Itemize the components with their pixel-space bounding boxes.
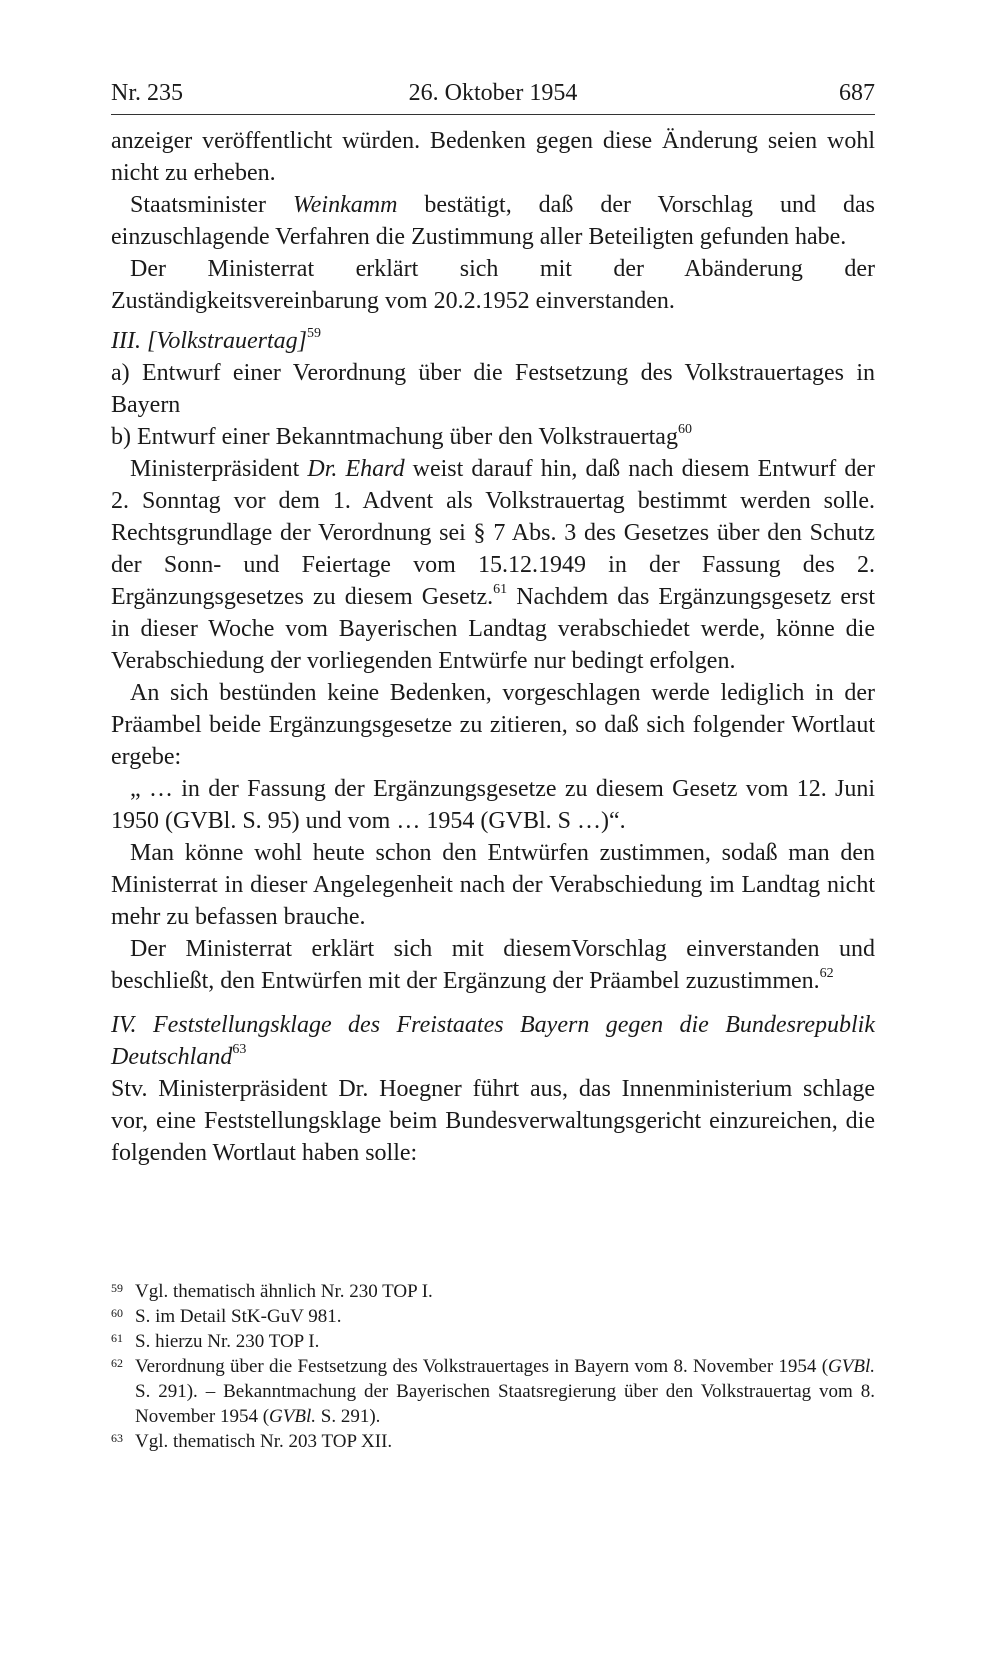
footnote-number: 59 — [111, 1281, 123, 1295]
footnote-text: Vgl. thematisch ähnlich Nr. 230 TOP I. — [135, 1281, 433, 1302]
agenda-item: b) Entwurf einer Bekanntmachung über den Volkstrauertag$^{60}$ — [111, 422, 692, 450]
footnote — [111, 1304, 875, 1329]
person-name: Weinkamm — [292, 192, 398, 218]
page-number: 687 — [839, 80, 875, 106]
paragraph: Der Ministerrat erklärt sich mit diesemVorschlag einverstanden und beschließt, den Entwürfen mit der Ergänzung der Präambel zuzustimmen.$^{62}$ — [111, 936, 875, 994]
person-name: Dr. Ehard — [307, 456, 405, 482]
paragraph: Man könne wohl heute schon den Entwürfen zustimmen, sodaß man den Ministerrat in dieser Angelegenheit nach der Verabschiedung im Landtag nicht mehr zu befassen brauche. — [111, 840, 875, 930]
running-header — [111, 78, 875, 115]
footnote — [111, 1429, 875, 1454]
paragraph: Staatsminister Weinkamm bestätigt, daß der Vorschlag und das einzuschlagende Verfahren die Zustimmung aller Beteiligten gefunden habe. — [111, 192, 876, 250]
header-date: 26. Oktober 1954 — [408, 80, 578, 106]
footnote-number: 60 — [111, 1306, 123, 1320]
footnote-ref: 62 — [819, 966, 834, 981]
document-page — [111, 78, 875, 1169]
footnote-number: 63 — [111, 1431, 123, 1445]
paragraph: anzeiger veröffentlicht würden. Bedenken gegen diese Änderung seien wohl nicht zu erheben. — [111, 128, 875, 186]
footnote-text: S. im Detail StK-GuV 981. — [135, 1306, 342, 1327]
footnote-number: 62 — [111, 1356, 123, 1370]
quotation: „ … in der Fassung der Ergänzungsgesetze zu diesem Gesetz vom 12. Juni 1950 (GVBl. S. 95) und vom … 1954 (GVBl. S …)“. — [111, 776, 875, 834]
paragraph: Stv. Ministerpräsident Dr. Hoegner führt aus, das Innenministerium schlage vor, eine Feststellungsklage beim Bundesverwaltungsgericht einzureichen, die folgenden Wortlaut haben solle: — [111, 1076, 875, 1166]
footnote-text: S. hierzu Nr. 230 TOP I. — [135, 1331, 320, 1352]
agenda-item: a) Entwurf einer Verordnung über die Festsetzung des Volkstrauertages in Bayern — [111, 360, 875, 418]
footnotes — [111, 1279, 875, 1454]
footnote-ref: 59 — [306, 326, 321, 341]
section-heading: III. [Volkstrauertag]$^{59}$ — [111, 326, 321, 354]
footnote — [111, 1279, 875, 1304]
paragraph: Ministerpräsident Dr. Ehard weist darauf hin, daß nach diesem Entwurf der 2. Sonntag vor dem 1. Advent als Volkstrauertag bestimmt werden solle. Rechtsgrundlage der Verordnung sei § 7 Abs. 3 des Gesetzes über den Schutz der Sonn- und Feiertage vom 15.12.1949 in der Fassung des 2. Ergänzungsgesetzes zu diesem Gesetz.$^{61}$ Nachdem das Ergänzungsgesetz erst in dieser Woche vom Bayerischen Landtag verabschiedet werde, könne die Verabschiedung der vorliegenden Entwürfe nur bedingt erfolgen. — [111, 456, 876, 674]
footnote — [111, 1329, 875, 1354]
footnote-ref: 60 — [677, 422, 692, 437]
document-number: Nr. 235 — [111, 80, 183, 106]
paragraph: Der Ministerrat erklärt sich mit der Abänderung der Zuständigkeitsvereinbarung vom 20.2.1952 einverstanden. — [111, 256, 875, 314]
footnote-text: Verordnung über die Festsetzung des Volkstrauertages in Bayern vom 8. November 1954 (GVBl. S. 291). – Bekanntmachung der Bayerischen Staatsregierung über den Volkstrauertag vom 8. November 1954 (GVBl. S. 291). — [135, 1356, 875, 1427]
footnote — [111, 1354, 875, 1429]
section-heading: IV. Feststellungsklage des Freistaates Bayern gegen die Bundesrepublik Deutschland$^{63}$ — [111, 1012, 875, 1070]
footnote-text: Vgl. thematisch Nr. 203 TOP XII. — [135, 1431, 393, 1452]
paragraph: An sich bestünden keine Bedenken, vorgeschlagen werde lediglich in der Präambel beide Ergänzungsgesetze zu zitieren, so daß sich folgender Wortlaut ergebe: — [111, 680, 875, 770]
footnote-ref: 61 — [493, 582, 508, 597]
document-body — [111, 125, 875, 1169]
footnote-number: 61 — [111, 1331, 123, 1345]
footnote-ref: 63 — [232, 1042, 247, 1057]
